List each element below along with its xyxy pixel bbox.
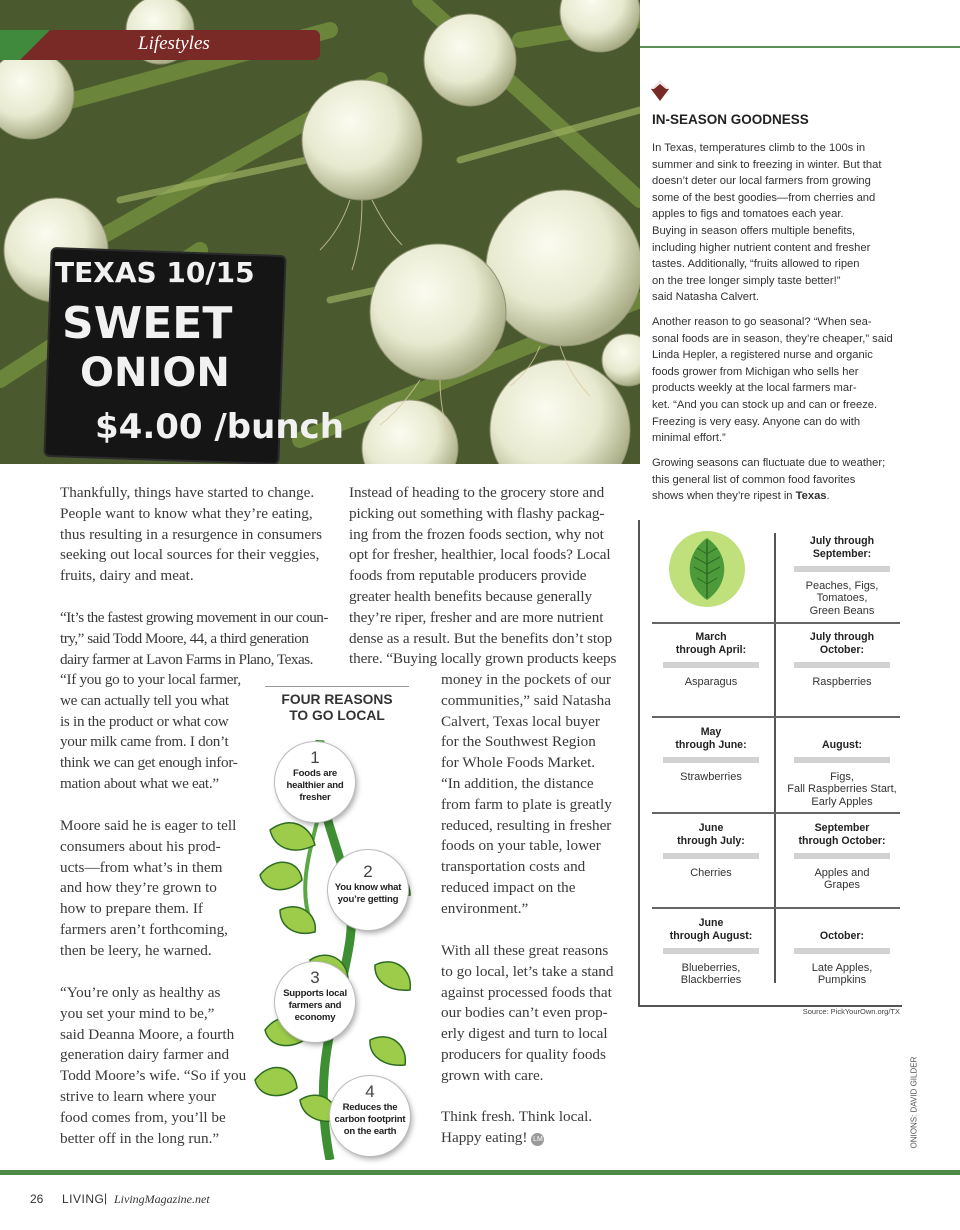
season-chart-row-line bbox=[652, 907, 900, 909]
column2-paragraph-2: With all these great reasons to go local, let’s take a stand against processed foods that our bodies can’t even prop- erly digest and turn to local producers for quality foods grown with care. bbox=[441, 942, 614, 1084]
sidebar-paragraph-1: In Texas, temperatures climb to the 100s in summer and sink to freezing in winter. But that doesn’t deter our local farmers from growing some of the best goodies—from cherries and apples to figs and tomatoes each year. Buying in season offers multiple benefits, including higher nutrient content and fresher tastes. Additionally, “fruits allowed to ripen on the tree longer simply taste better!” said Natasha Calvert. bbox=[652, 142, 882, 304]
sign-line-2: SWEET bbox=[62, 298, 233, 349]
column1-paragraph-2-cont: “If you go to your local farmer, we can actually tell you what is in the product or what cow your milk came from. I don’t think we can get enough infor- mation about what we eat.” bbox=[60, 671, 241, 792]
season-crops: Asparagus bbox=[684, 676, 738, 688]
column2-paragraph-1: Instead of heading to the grocery store and picking out something with flashy packag- ing from the frozen foods section, why not opt for fresher, healthier, local foods? Local foods from reputable producers provide greater health benefits because generally they’re riper, fresher and are more nutrient dense as a result. But the benefits don’t stop there. “Buying locally grown products keeps bbox=[349, 484, 617, 668]
season-period: August: bbox=[821, 739, 862, 751]
reason-text: Foods are healthier and fresher bbox=[286, 768, 344, 803]
page-number: 26 bbox=[30, 1192, 44, 1206]
reason-number: 1 bbox=[310, 748, 320, 767]
sign-line-1: TEXAS 10/15 bbox=[55, 256, 255, 289]
season-chart-row-line bbox=[652, 812, 900, 814]
season-bar bbox=[794, 757, 890, 763]
reasons-title: FOUR REASONS TO GO LOCAL bbox=[281, 692, 393, 723]
sidebar-paragraph-3-text: Growing seasons can fluctuate due to weather; this general list of common food favorites shows when they’re ripest in bbox=[652, 457, 886, 503]
season-cell bbox=[783, 739, 901, 808]
footer-rule bbox=[0, 1170, 960, 1175]
hero-photo bbox=[0, 0, 640, 464]
season-chart-divider bbox=[774, 533, 776, 983]
season-period: May through June: bbox=[675, 726, 747, 751]
season-crops: Blueberries, Blackberries bbox=[680, 962, 742, 987]
season-bar bbox=[663, 757, 759, 763]
season-bar bbox=[663, 853, 759, 859]
column1-paragraph-1: Thankfully, things have started to change. People want to know what they’re eating, thus resulting in a resurgence in consumers seeking out local sources for their veggies, fruits, dairy and meat. bbox=[60, 484, 323, 585]
season-period: October: bbox=[819, 930, 865, 942]
season-chart-row-line bbox=[652, 716, 900, 718]
reason-text: Reduces the carbon footprint on the earth bbox=[334, 1102, 406, 1137]
season-crops: Figs, Fall Raspberries Start, Early Apples bbox=[787, 771, 897, 808]
season-crops: Apples and Grapes bbox=[814, 867, 870, 892]
reason-number: 2 bbox=[363, 862, 373, 881]
sidebar-title: IN-SEASON GOODNESS bbox=[652, 112, 809, 127]
sidebar-paragraph-2: Another reason to go seasonal? “When sea- sonal foods are in season, they’re cheaper,” said Linda Hepler, a registered nurse and organic foods grower from Michigan who sells her products weekly at the local farmers mar- ket. “And you can stock up and can or freeze. Freezing is very easy. Anyone can do with minimal effort.” bbox=[652, 316, 893, 445]
reason-text: You know what you’re getting bbox=[334, 882, 402, 905]
photo-credit-text: ONIONS: DAVID GILDER bbox=[909, 1056, 919, 1149]
season-cell bbox=[783, 822, 901, 892]
section-label: Lifestyles bbox=[138, 33, 210, 54]
season-cell bbox=[652, 631, 770, 688]
leaf-icon bbox=[668, 530, 746, 608]
season-period: June through August: bbox=[669, 917, 753, 942]
season-period: June through July: bbox=[677, 822, 745, 847]
season-bar bbox=[794, 853, 890, 859]
season-bar bbox=[794, 566, 890, 572]
magazine-url: LivingMagazine.net bbox=[114, 1192, 210, 1206]
season-chart-row-line bbox=[652, 622, 900, 624]
season-cell bbox=[652, 822, 770, 879]
reason-circle bbox=[328, 850, 408, 930]
season-bar bbox=[663, 948, 759, 954]
sign-line-4: $4.00 /bunch bbox=[95, 407, 344, 447]
season-period: July through September: bbox=[809, 535, 875, 560]
reason-circle bbox=[275, 962, 355, 1042]
season-crops: Late Apples, Pumpkins bbox=[811, 962, 873, 987]
season-period: September through October: bbox=[798, 822, 886, 847]
season-cell bbox=[783, 631, 901, 688]
reasons-rule bbox=[265, 686, 409, 687]
magazine-name: LIVING bbox=[62, 1192, 105, 1206]
reason-circle bbox=[330, 1076, 410, 1156]
season-crops: Strawberries bbox=[680, 771, 742, 783]
sidebar-texas-bold: Texas bbox=[795, 490, 827, 503]
season-cell bbox=[783, 930, 901, 987]
reason-text: Supports local farmers and economy bbox=[283, 988, 347, 1023]
season-crops: Raspberries bbox=[812, 676, 872, 688]
season-period: July through October: bbox=[809, 631, 875, 656]
section-tab bbox=[0, 30, 320, 60]
column2-paragraph-3 bbox=[441, 1107, 626, 1149]
season-bar bbox=[794, 662, 890, 668]
column1-paragraph-4: “You’re only as healthy as you set your mind to be,” said Deanna Moore, a fourth generation dairy farmer and Todd Moore’s wife. “So if you strive to learn where your food comes from, you’ll be better off in the long run.” bbox=[60, 984, 247, 1147]
end-mark-icon: LM bbox=[531, 1133, 544, 1146]
sign-line-3: ONION bbox=[80, 350, 230, 396]
chart-source: Source: PickYourOwn.org/TX bbox=[802, 1007, 900, 1016]
season-bar bbox=[663, 662, 759, 668]
reason-circle bbox=[275, 742, 355, 822]
season-crops: Peaches, Figs, Tomatoes, Green Beans bbox=[805, 580, 879, 617]
season-cell bbox=[783, 535, 901, 617]
sidebar-paragraph-3-end: . bbox=[826, 490, 830, 503]
reason-number: 4 bbox=[365, 1082, 375, 1101]
column1-paragraph-2: “It’s the fastest growing movement in our coun- try,” said Todd Moore, 44, a third generation dairy farmer at Lavon Farms in Plano, Texas. bbox=[60, 609, 328, 668]
footer-separator: | bbox=[104, 1191, 108, 1205]
season-crops: Cherries bbox=[690, 867, 732, 879]
season-period: March through April: bbox=[675, 631, 747, 656]
onion-illustration bbox=[0, 0, 640, 464]
diamond-icon bbox=[650, 80, 670, 102]
season-bar bbox=[794, 948, 890, 954]
column2-paragraph-1-cont: money in the pockets of our communities,” said Natasha Calvert, Texas local buyer for the Southwest Region for Whole Foods Market. “In addition, the distance from farm to plate is greatly reduced, resulting in fresher foods on your table, lower transportation costs and reduced impact on the environment.” bbox=[441, 671, 612, 917]
header-rule bbox=[640, 46, 960, 48]
season-cell bbox=[652, 917, 770, 987]
season-cell bbox=[652, 726, 770, 783]
sidebar-paragraph-3 bbox=[652, 455, 904, 505]
closing-text: Think fresh. Think local. Happy eating! bbox=[441, 1108, 593, 1146]
column1-paragraph-3: Moore said he is eager to tell consumers about his prod- ucts—from what’s in them and how they’re grown to how to prepare them. If farmers aren’t forthcoming, then be leery, he warned. bbox=[60, 817, 237, 959]
reason-number: 3 bbox=[310, 968, 320, 987]
photo-credit bbox=[906, 1056, 918, 1152]
